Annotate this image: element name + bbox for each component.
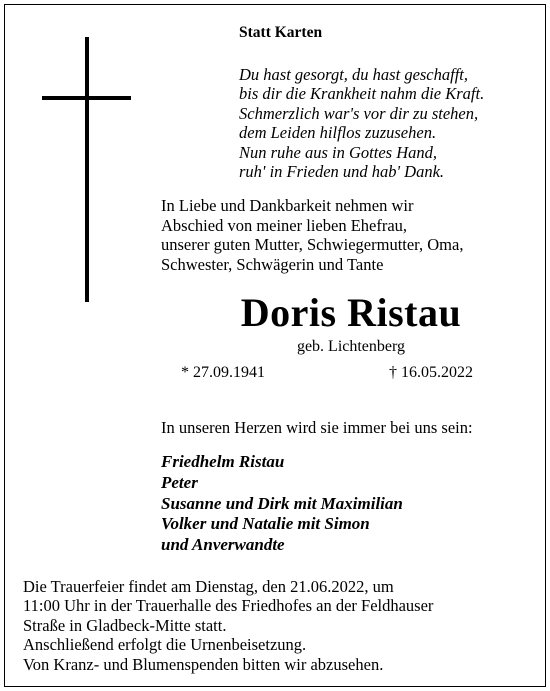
intro-line: Abschied von meiner lieben Ehefrau, (161, 215, 408, 235)
family-list (161, 452, 403, 556)
poem-line: Du hast gesorgt, du hast geschafft, (239, 65, 469, 84)
birth-date: * 27.09.1941 (181, 364, 265, 381)
notice-line: 11:00 Uhr in der Trauerhalle des Friedhofes an der Feldhauser (23, 596, 434, 616)
poem-line: Nun ruhe aus in Gottes Hand, (239, 142, 437, 162)
intro-line: In Liebe und Dankbarkeit nehmen wir (161, 196, 414, 215)
family-member: Susanne und Dirk mit Maximilian (161, 493, 403, 513)
poem (239, 65, 484, 181)
poem-line: Schmerzlich war's vor dir zu stehen, (239, 103, 479, 123)
notice-line: Von Kranz- und Blumenspenden bitten wir abzusehen. (23, 654, 384, 674)
death-date: † 16.05.2022 (389, 364, 473, 381)
funeral-notice (23, 577, 433, 674)
heading: Statt Karten (239, 24, 323, 41)
cross-icon-bar (42, 96, 131, 100)
maiden-name: geb. Lichtenberg (296, 338, 406, 355)
intro-line: unserer guten Mutter, Schwiegermutter, Oma, (161, 235, 464, 255)
notice-line: Die Trauerfeier findet am Dienstag, den 21.06.2022, um (23, 577, 394, 596)
family-member: Peter (161, 472, 198, 492)
deceased-name: Doris Ristau (240, 290, 462, 335)
cross-icon (85, 37, 89, 302)
family-member: Volker und Natalie mit Simon (161, 514, 370, 534)
poem-line: bis dir die Krankheit nahm die Kraft. (239, 84, 485, 104)
family-member: Friedhelm Ristau (161, 452, 285, 471)
intro-text (161, 196, 463, 274)
hearts-line: In unseren Herzen wird sie immer bei uns sein: (161, 418, 473, 437)
obituary-frame (4, 4, 546, 687)
poem-line: dem Leiden hilflos zuzusehen. (239, 123, 437, 143)
poem-line: ruh' in Frieden und hab' Dank. (239, 162, 445, 182)
intro-line: Schwester, Schwägerin und Tante (161, 254, 384, 274)
notice-line: Anschließend erfolgt die Urnenbeisetzung. (23, 635, 307, 655)
notice-line: Straße in Gladbeck-Mitte statt. (23, 615, 227, 635)
family-member: und Anverwandte (161, 535, 285, 555)
